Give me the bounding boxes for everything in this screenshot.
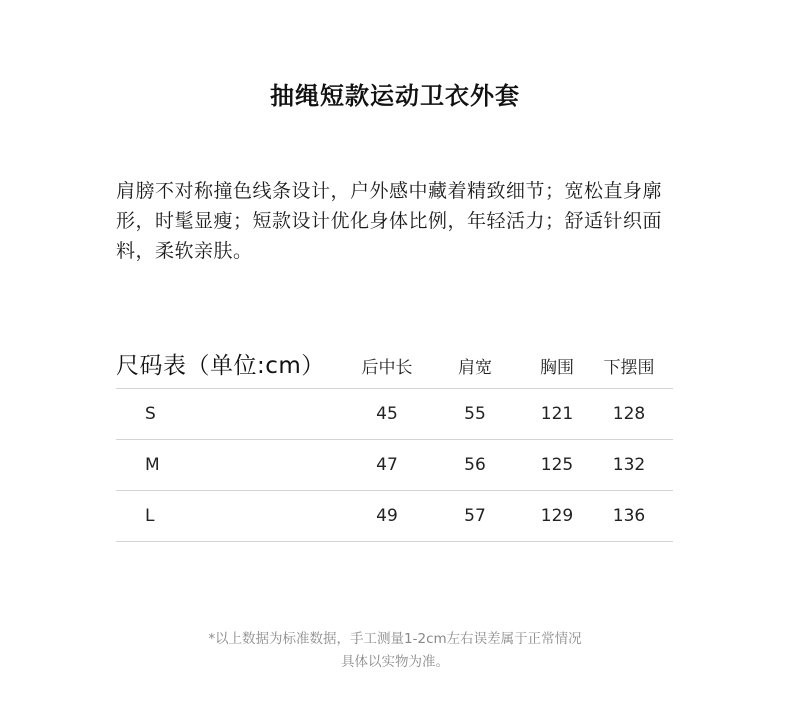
page-title: 抽绳短款运动卫衣外套 bbox=[270, 82, 520, 110]
table-cell: 128 bbox=[585, 388, 673, 439]
size-table-title: 尺码表（单位:cm） bbox=[116, 340, 353, 388]
footnote-line: 具体以实物为准。 bbox=[341, 654, 449, 670]
table-cell: 121 bbox=[529, 388, 585, 439]
table-cell: 55 bbox=[421, 388, 529, 439]
size-table bbox=[116, 340, 673, 542]
header-hem: 下摆围 bbox=[585, 340, 673, 388]
table-cell: 136 bbox=[585, 490, 673, 541]
table-cell: 47 bbox=[353, 439, 421, 490]
size-table-header-row bbox=[116, 340, 673, 388]
table-cell: 56 bbox=[421, 439, 529, 490]
size-label: S bbox=[116, 388, 353, 439]
header-shoulder-width: 肩宽 bbox=[421, 340, 529, 388]
table-cell: 132 bbox=[585, 439, 673, 490]
table-cell: 129 bbox=[529, 490, 585, 541]
header-chest: 胸围 bbox=[529, 340, 585, 388]
table-row bbox=[116, 388, 673, 439]
size-label: M bbox=[116, 439, 353, 490]
table-cell: 45 bbox=[353, 388, 421, 439]
measurement-footnote bbox=[0, 628, 790, 674]
table-row bbox=[116, 439, 673, 490]
table-row bbox=[116, 490, 673, 541]
footnote-line: *以上数据为标准数据，手工测量1-2cm左右误差属于正常情况 bbox=[208, 631, 582, 647]
table-cell: 125 bbox=[529, 439, 585, 490]
size-label: L bbox=[116, 490, 353, 541]
table-cell: 49 bbox=[353, 490, 421, 541]
header-back-length: 后中长 bbox=[353, 340, 421, 388]
product-description: 肩膀不对称撞色线条设计，户外感中藏着精致细节；宽松直身廓形，时髦显瘦；短款设计优化身体比例，年轻活力；舒适针织面料，柔软亲肤。 bbox=[116, 180, 663, 262]
table-cell: 57 bbox=[421, 490, 529, 541]
